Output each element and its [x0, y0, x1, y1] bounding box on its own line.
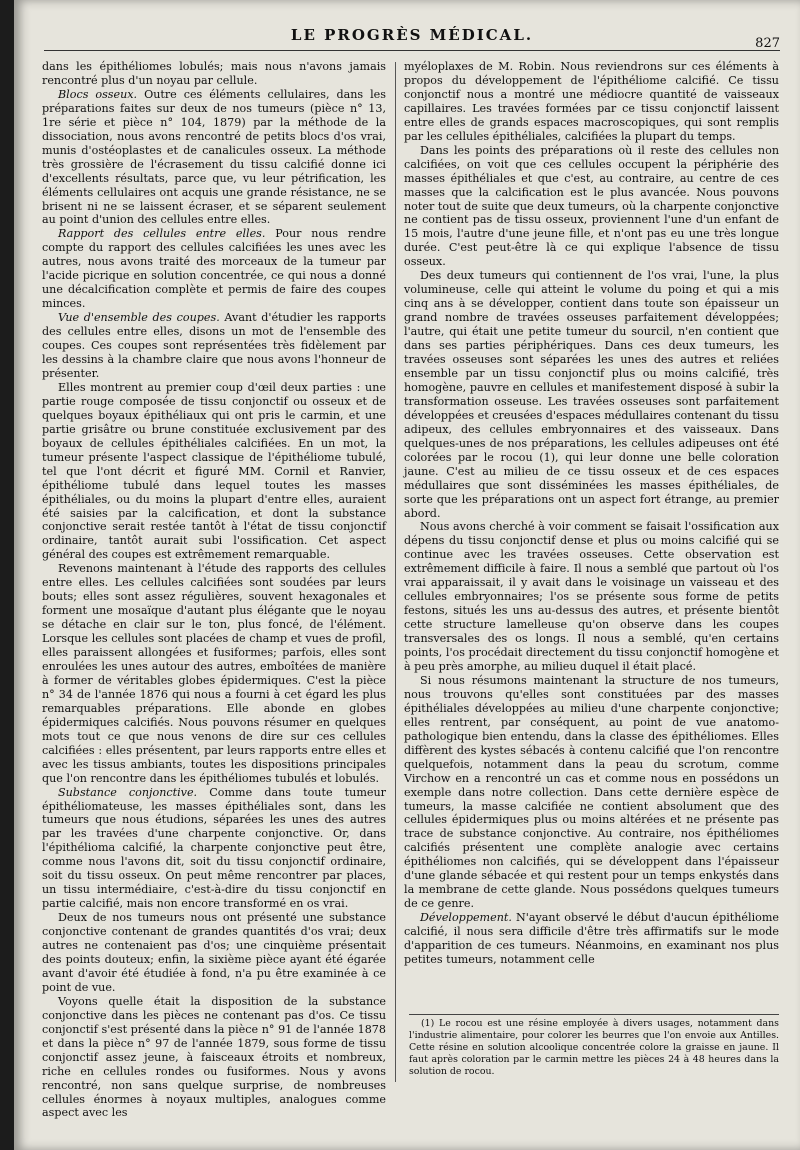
- paragraph-text: Pour nous rendre compte du rapport des cellules calcifiées les unes avec les autres, nous avons traité des morceaux de la tumeur par l'acide picrique en solution concentrée, ce qui nous a donné une décalcification complète et permis de faire des coupes minces.: [42, 227, 386, 311]
- left-column: [42, 60, 386, 1120]
- right-paragraph: [404, 674, 779, 911]
- section-heading: Substance conjonctive.: [58, 785, 198, 799]
- footnote: [409, 1018, 779, 1078]
- paragraph-text: Voyons quelle était la disposition de la substance conjonctive dans les pièces ne contenant pas d'os. Ce tissu conjonctif s'est présenté dans la pièce n° 91 de l'année 1878 et dans la pièce n° 97 de l'année 1879, sous forme de tissu conjonctif assez jeune, à faisceaux étroits et nombreux, riche en cellules rondes ou fusiformes. Nous y avons rencontré, non sans quelque surprise, de nombreuses cellules énormes à noyaux multiples, analogues comme aspect avec les: [42, 994, 386, 1120]
- right-paragraph: [404, 911, 779, 967]
- paragraph-text: Nous avons cherché à voir comment se faisait l'ossification aux dépens du tissu conjonctif dense et plus ou moins calcifié qui se continue avec les travées osseuses. Cette observation est extrêmement difficile à faire. Il nous a semblé que partout où l'os vrai apparaissait, il y avait dans le voisinage un vaisseau et des cellules embryonnaires; l'os se présente sous forme de petits festons, situés les uns au-dessus des autres, et présente bientôt cette structure lamelleuse qu'on observe dans les coupes transversales des os longs. Il nous a semblé, qu'en certains points, l'os procédait directement du tissu conjonctif homogène et à peu près amorphe, au milieu duquel il était placé.: [404, 520, 779, 673]
- paragraph-text: dans les épithéliomes lobulés; mais nous n'avons jamais rencontré plus d'un noyau par cellule.: [42, 60, 386, 87]
- page-number: 827: [755, 36, 780, 51]
- left-paragraph: [42, 786, 386, 912]
- left-paragraph: [42, 88, 386, 228]
- paragraph-text: Avant d'étudier les rapports des cellules entre elles, disons un mot de l'ensemble des coupes. Ces coupes sont représentées très fidèlement par les dessins à la chambre claire que nous avons l'honneur de présenter.: [42, 311, 386, 380]
- left-paragraph: [42, 227, 386, 311]
- footnote-text: (1) Le rocou est une résine employée à divers usages, notamment dans l'industrie alimentaire, pour colorer les beurres que l'on envoie aux Antilles. Cette résine en solution alcoolique concentrée colore la graisse en jaune. Il faut après coloration par le carmin mettre les pièces 24 à 48 heures dans la solution de rocou.: [409, 1018, 779, 1077]
- paragraph-text: Dans les points des préparations où il reste des cellules non calcifiées, on voit que ces cellules occupent la périphérie des masses épithéliales et que c'est, au contraire, au centre de ces masses que la calcification est le plus avancée. Nous pouvons noter tout de suite que deux tumeurs, où la charpente conjonctive ne contient pas de tissu osseux, proviennent l'une d'un enfant de 15 mois, l'autre d'une jeune fille, et n'ont pas eu une très longue durée. C'est peut-être là ce qui explique l'absence de tissu osseux.: [404, 143, 779, 269]
- right-paragraph: [404, 269, 779, 520]
- paragraph-text: Outre ces éléments cellulaires, dans les préparations faites sur deux de nos tumeurs (pièce n° 13, 1re série et pièce n° 104, 1879) par la méthode de la dissociation, nous avons rencontré de petits blocs d'os vrai, munis d'ostéoplastes et de canalicules osseux. La méthode très grossière de l'écrasement du tissu calcifié donne ici d'excellents résultats, parce que, vu leur pétrification, les éléments cellulaires ont acquis une grande résistance, ne se brisent ni ne se laissent écraser, et se séparent seulement au point d'union des cellules entre elles.: [42, 87, 386, 227]
- paragraph-text: Deux de nos tumeurs nous ont présenté une substance conjonctive contenant de grandes quantités d'os vrai; deux autres ne contenaient pas d'os; une cinquième présentait des points douteux; enfin, la sixième pièce ayant été égarée avant d'avoir été étudiée à fond, n'a pu être examinée à ce point de vue.: [42, 911, 386, 994]
- right-column: [404, 60, 779, 1010]
- right-paragraph: [404, 144, 779, 270]
- right-paragraph: [404, 60, 779, 144]
- section-heading: Blocs osseux.: [58, 87, 138, 101]
- left-paragraph: [42, 381, 386, 562]
- section-heading: Rapport des cellules entre elles.: [58, 227, 266, 241]
- left-paragraph: [42, 995, 386, 1121]
- paragraph-text: Elles montrent au premier coup d'œil deux parties : une partie rouge composée de tissu conjonctif ou osseux et de quelques boyaux épithéliaux qui ont pris le carmin, et une partie grisâtre ou brune constituée exclusivement par des boyaux de cellules épithéliales calcifiées. En un mot, la tumeur présente l'aspect classique de l'épithéliome tubulé, tel que l'ont décrit et figuré MM. Cornil et Ranvier, épithéliome tubulé dans lequel toutes les masses épithéliales, ou du moins la plupart d'entre elles, auraient été saisies par la calcification, et dont la substance conjonctive serait restée tantôt à l'état de tissu conjonctif ordinaire, tantôt aurait subi l'ossification. Cet aspect général des coupes est extrêmement remarquable.: [42, 380, 386, 562]
- left-paragraph: [42, 562, 386, 785]
- section-heading: Développement.: [420, 911, 512, 925]
- page-header: [44, 22, 780, 51]
- column-divider: [395, 62, 396, 1082]
- paragraph-text: Comme dans toute tumeur épithéliomateuse, les masses épithéliales sont, dans les tumeurs que nous étudions, séparées les unes des autres par les travées d'une charpente conjonctive. Or, dans l'épithélioma calcifié, la charpente conjonctive peut être, comme nous l'avons dit, soit du tissu conjonctif ordinaire, soit du tissu osseux. On peut même rencontrer par places, un tissu intermédiaire, c'est-à-dire du tissu conjonctif en partie calcifié, mais non encore transformé en os vrai.: [42, 785, 386, 911]
- section-heading: Vue d'ensemble des coupes.: [58, 311, 220, 325]
- paragraph-text: N'ayant observé le début d'aucun épithéliome calcifié, il nous sera difficile d'être très affirmatifs sur le mode d'apparition de ces tumeurs. Néanmoins, en examinant nos plus petites tumeurs, notamment celle: [404, 911, 779, 966]
- paragraph-text: Si nous résumons maintenant la structure de nos tumeurs, nous trouvons qu'elles sont constituées par des masses épithéliales développées au milieu d'une charpente conjonctive; elles rentrent, par conséquent, au point de vue anatomo-pathologique bien entendu, dans la classe des épithéliomes. Elles diffèrent des kystes sébacés à contenu calcifié que l'on rencontre quelquefois, notamment dans la peau du scrotum, comme Virchow en a rencontré un cas et comme nous en possédons un exemple dans notre collection. Dans cette dernière espèce de tumeurs, la masse calcifiée ne contient absolument que des cellules épidermiques plus ou moins altérées et ne présente pas trace de substance conjonctive. Au contraire, nos épithéliomes calcifiés présentent une complète analogie avec certains épithéliomes non calcifiés, qui se développent dans l'épaisseur d'une glande sébacée et qui restent pour un temps enkystés dans la membrane de cette glande. Nous possédons quelques tumeurs de ce genre.: [404, 673, 779, 911]
- paragraph-text: Des deux tumeurs qui contiennent de l'os vrai, l'une, la plus volumineuse, celle qui atteint le volume du poing et qui a mis cinq ans à se développer, contient dans toute son épaisseur un grand nombre de travées osseuses parfaitement développées; l'autre, qui était une petite tumeur du sourcil, n'en contient que dans ses parties périphériques. Dans ces deux tumeurs, les travées osseuses sont séparées les unes des autres et reliées ensemble par un tissu conjonctif plus ou moins calcifié, très homogène, pauvre en cellules et manifestement disposé à subir la transformation osseuse. Les travées osseuses sont parfaitement développées et creusées d'espaces médullaires contenant du tissu adipeux, des cellules embryonnaires et des vaisseaux. Dans quelques-unes de nos préparations, les cellules adipeuses ont été colorées par le rocou (1), qui leur donne une belle coloration jaune. C'est au milieu de ce tissu osseux et de ces espaces médullaires que sont disséminées les masses épithéliales, de sorte que les préparations ont un aspect fort étrange, au premier abord.: [404, 269, 779, 520]
- left-paragraph: [42, 311, 386, 381]
- right-paragraph: [404, 520, 779, 673]
- footnote-rule: [409, 1014, 779, 1015]
- paragraph-text: Revenons maintenant à l'étude des rapports des cellules entre elles. Les cellules calcifiées sont soudées par leurs bouts; elles sont assez régulières, souvent hexagonales et forment une mosaïque d'autant plus élégante que le noyau se détache en clair sur le ton, plus foncé, de l'élément. Lorsque les cellules sont placées de champ et vues de profil, elles paraissent allongées et fusiformes; parfois, elles sont enroulées les unes autour des autres, emboîtées de manière à former de véritables globes épidermiques. C'est la pièce n° 34 de l'année 1876 qui nous a fourni à cet égard les plus remarquables préparations. Elle abonde en globes épidermiques calcifiés. Nous pouvons résumer en quelques mots tout ce que nous venons de dire sur ces cellules calcifiées : elles présentent, par leurs rapports entre elles et avec les tissus ambiants, toutes les dispositions principales que l'on rencontre dans les épithéliomes tubulés et lobulés.: [42, 562, 386, 785]
- journal-page: [14, 0, 800, 1150]
- running-title: LE PROGRÈS MÉDICAL.: [290, 26, 534, 44]
- left-paragraph: [42, 911, 386, 995]
- paragraph-text: myéloplaxes de M. Robin. Nous reviendrons sur ces éléments à propos du développement de l'épithéliome calcifié. Ce tissu conjonctif nous a montré une médiocre quantité de vaisseaux capillaires. Les travées formées par ce tissu conjonctif laissent entre elles de grands espaces macroscopiques, qui sont remplis par les cellules épithéliales, calcifiées la plupart du temps.: [404, 60, 779, 143]
- left-paragraph: [42, 60, 386, 88]
